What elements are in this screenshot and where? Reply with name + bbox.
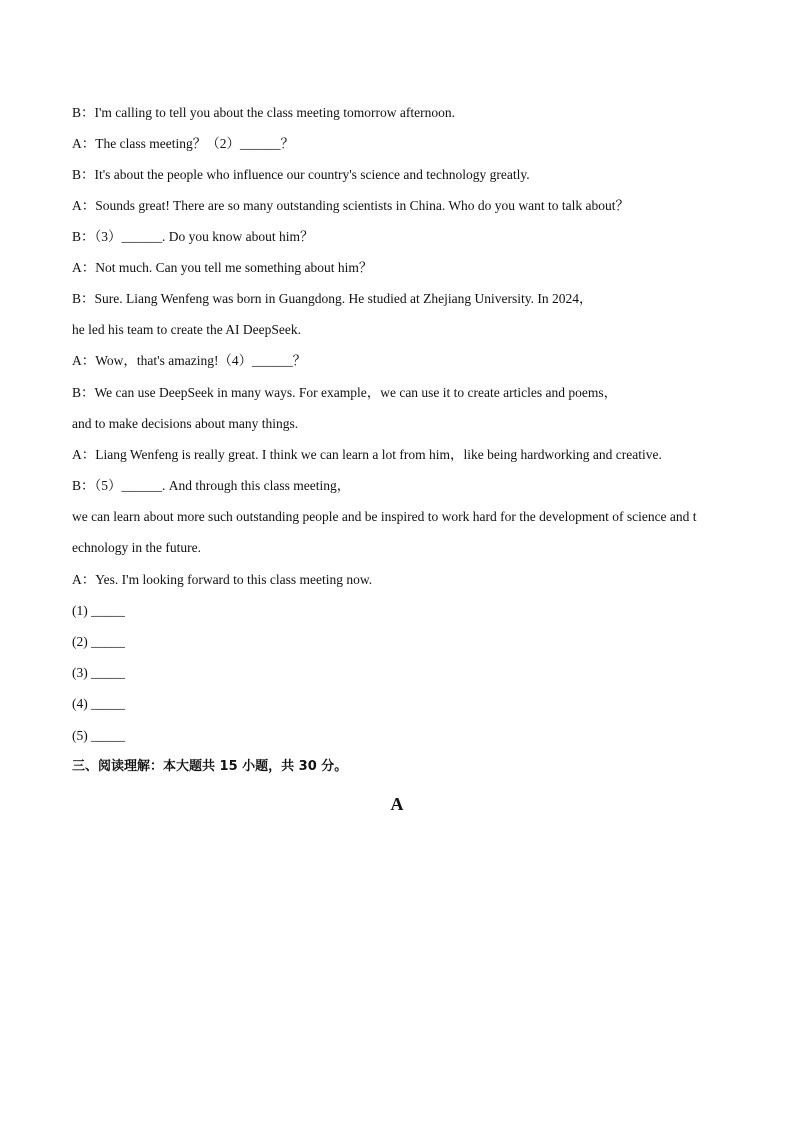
dialogue-line-9: A：Wow，that's amazing!（4）______？ [72, 353, 307, 368]
dialogue-line-5: B：（3）______. Do you know about him？ [72, 229, 314, 244]
dialogue-line-3: B：It's about the people who influence our country's science and technology greatly. [72, 167, 530, 182]
dialogue-line-12: A：Liang Wenfeng is really great. I think we can learn a lot from him，like being hardworking and creative. [72, 447, 662, 462]
answer-blank-5: (5) _____ [72, 728, 125, 743]
answer-blank-2: (2) _____ [72, 634, 125, 649]
dialogue-line-13: B：（5）______. And through this class meeting， [72, 478, 351, 493]
section-heading: 三、阅读理解：本大题共 15 小题，共 30 分。 [72, 759, 348, 774]
dialogue-line-10: B：We can use DeepSeek in many ways. For example，we can use it to create articles and poems， [72, 385, 618, 400]
dialogue-line-15: echnology in the future. [72, 540, 201, 555]
dialogue-line-2: A：The class meeting？（2）______？ [72, 136, 294, 151]
dialogue-line-7: B：Sure. Liang Wenfeng was born in Guangdong. He studied at Zhejiang University. In 2024， [72, 291, 593, 306]
dialogue-line-4: A：Sounds great! There are so many outstanding scientists in China. Who do you want to talk about？ [72, 198, 630, 213]
dialogue-line-14: we can learn about more such outstanding people and be inspired to work hard for the development of science and t [72, 509, 697, 524]
dialogue-line-16: A：Yes. I'm looking forward to this class meeting now. [72, 572, 373, 587]
dialogue-line-11: and to make decisions about many things. [72, 416, 299, 431]
dialogue-line-1: B：I'm calling to tell you about the class meeting tomorrow afternoon. [72, 105, 455, 120]
passage-label: A [390, 794, 404, 814]
dialogue-line-8: he led his team to create the AI DeepSeek. [72, 322, 302, 337]
answer-blank-4: (4) _____ [72, 696, 125, 711]
answer-blank-3: (3) _____ [72, 665, 125, 680]
answer-blank-1: (1) _____ [72, 603, 125, 618]
dialogue-line-6: A：Not much. Can you tell me something about him？ [72, 260, 373, 275]
